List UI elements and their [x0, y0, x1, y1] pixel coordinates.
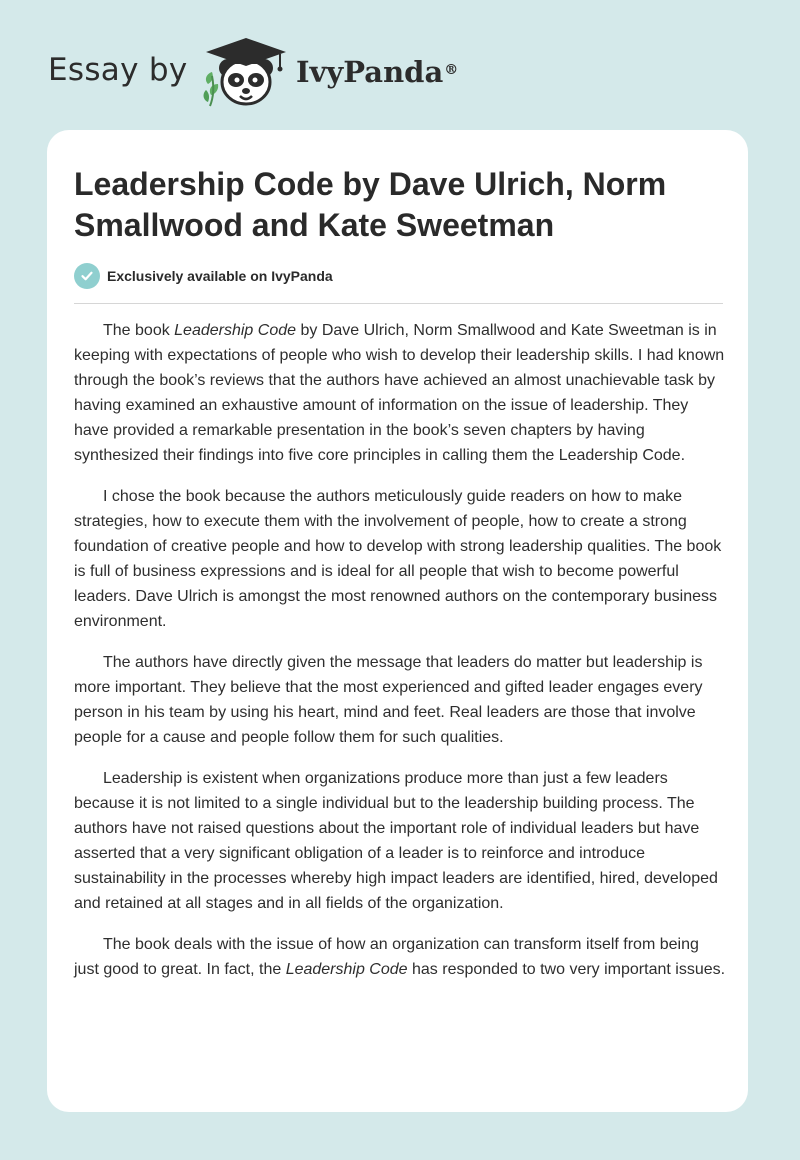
book-title-italic: Leadership Code — [285, 961, 408, 978]
registered-mark: ® — [444, 62, 459, 78]
paragraph: I chose the book because the authors meticulously guide readers on how to make strategies, how to execute them with the involvement of people, how to create a strong foundation of creative people and how to develop with strong leadership qualities. The book is full of business expressions and is ideal for all people that wish to become powerful leaders. Dave Ulrich is amongst the most renowned authors on the contemporary business environment. — [74, 488, 722, 630]
essay-card — [47, 130, 748, 1112]
paragraph-text: has responded to two very important issues. — [407, 961, 726, 978]
paragraph — [74, 318, 726, 468]
site-header — [0, 0, 800, 130]
paragraph: The authors have directly given the message that leaders do matter but leadership is more important. They believe that the most experienced and gifted leader engages every person in his team by using his heart, mind and feet. Real leaders are those that involve people for a cause and people follow them for such qualities. — [74, 654, 703, 746]
panda-logo-icon[interactable] — [198, 36, 292, 110]
book-title-italic: Leadership Code — [174, 322, 297, 339]
paragraph — [74, 932, 726, 982]
paragraph-text: by Dave Ulrich, Norm Smallwood and Kate Sweetman is in keeping with expectations of people who wish to develop their leadership skills. I had known through the book’s reviews that the authors have achieved an almost unachievable task by having examined an exhaustive amount of information on the issue of leadership. They have provided a remarkable presentation in the book’s seven chapters by having synthesized their findings into five core principles in calling them the Leadership Code. — [74, 322, 725, 464]
essay-body — [74, 318, 726, 998]
paragraph-text: The book deals with the issue of how an organization can transform itself from being just good to great. In fact, the — [74, 936, 699, 978]
essay-title: Leadership Code by Dave Ulrich, Norm Smallwood and Kate Sweetman — [74, 166, 667, 243]
exclusive-badge — [74, 263, 333, 289]
brand-label: IvyPanda — [296, 55, 444, 89]
paragraph: Leadership is existent when organizations produce more than just a few leaders because it is not limited to a single individual but to the leadership building process. The authors have not raised questions about the important role of individual leaders but have asserted that a very significant obligation of a leader is to reinforce and introduce sustainability in the processes whereby high impact leaders are identified, hired, developed and retained at all stages and in all fields of the organization. — [74, 770, 718, 912]
brand-name[interactable] — [296, 52, 458, 92]
paragraph-text: The book — [103, 322, 175, 339]
check-circle-icon — [74, 263, 100, 289]
essay-by-label: Essay by — [48, 52, 188, 88]
exclusive-badge-label: Exclusively available on IvyPanda — [107, 268, 333, 284]
divider — [74, 303, 723, 304]
